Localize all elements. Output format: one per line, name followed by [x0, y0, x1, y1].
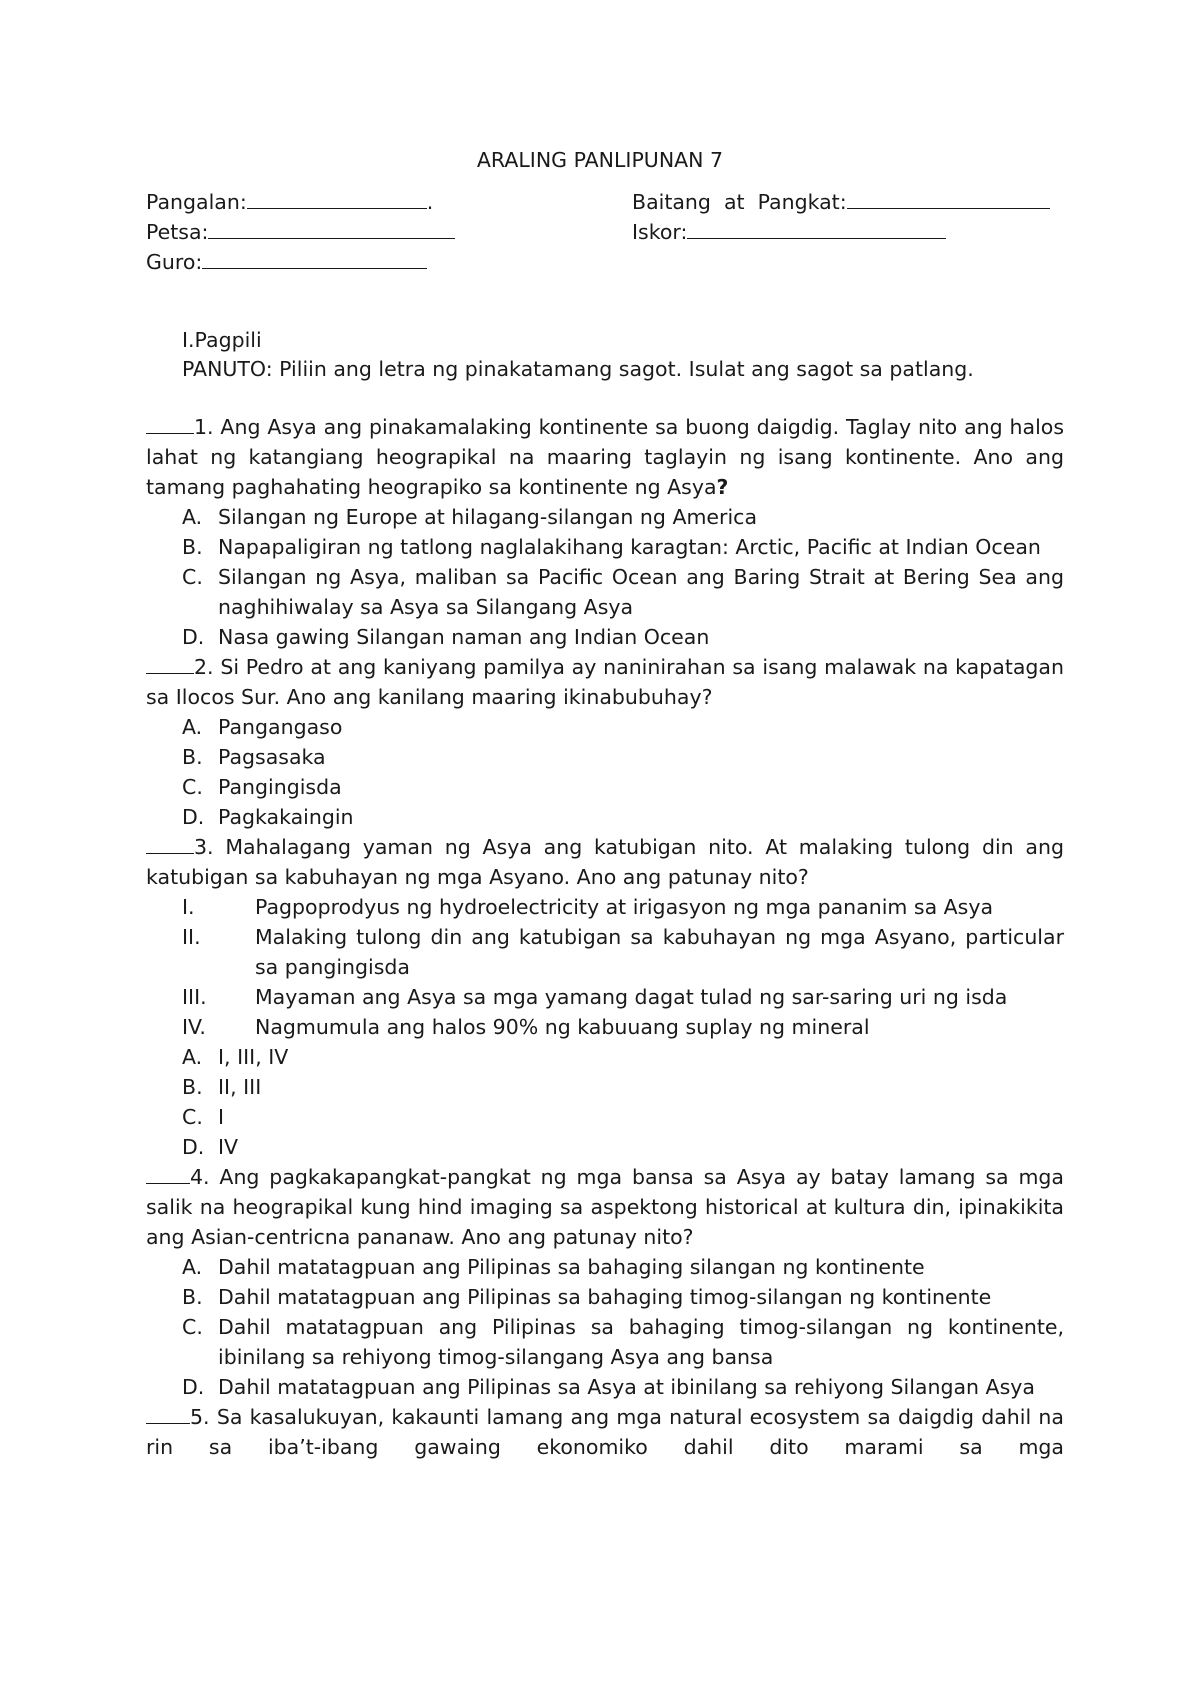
statement — [146, 922, 1064, 982]
option-letter: C. — [182, 775, 203, 799]
date-field — [146, 217, 455, 247]
option-letter: B. — [182, 1285, 203, 1309]
answer-blank[interactable] — [146, 413, 194, 434]
option — [146, 502, 1064, 532]
option-letter: D. — [182, 625, 205, 649]
question-2 — [146, 652, 1064, 832]
statement-numeral: IV. — [182, 1015, 206, 1039]
answer-blank[interactable] — [146, 1163, 190, 1184]
statement — [146, 1012, 1064, 1042]
option-letter: C. — [182, 1105, 203, 1129]
question-stem — [146, 1162, 1064, 1252]
answer-blank[interactable] — [146, 653, 194, 674]
name-suffix: . — [426, 190, 434, 214]
question-stem — [146, 1402, 1064, 1462]
date-label: Petsa: — [146, 220, 209, 244]
option-text: Pangangaso — [218, 715, 343, 739]
option-letter: B. — [182, 535, 203, 559]
option-letter: A. — [182, 505, 203, 529]
option — [146, 712, 1064, 742]
option — [146, 1072, 1064, 1102]
statement-text: Malaking tulong din ang katubigan sa kabuhayan ng mga Asyano, particular sa pangingisda — [255, 925, 1064, 979]
statement — [146, 892, 1064, 922]
option-letter: A. — [182, 1255, 203, 1279]
option-text: II, III — [218, 1075, 262, 1099]
teacher-field — [146, 247, 427, 277]
option — [146, 802, 1064, 832]
question-stem — [146, 412, 1064, 502]
option-letter: D. — [182, 805, 205, 829]
option — [146, 532, 1064, 562]
page-title: ARALING PANLIPUNAN 7 — [476, 148, 724, 172]
section-heading: I.Pagpili — [182, 328, 262, 352]
option-letter: B. — [182, 1075, 203, 1099]
option-text: Dahil matatagpuan ang Pilipinas sa bahaging timog-silangan ng kontinente, ibinilang sa rehiyong timog-silangang Asya ang bansa — [218, 1315, 1064, 1369]
question-text: 2. Si Pedro at ang kaniyang pamilya ay naninirahan sa isang malawak na kapatagan sa Ilocos Sur. Ano ang kanilang maaring ikinabubuhay? — [146, 655, 1064, 709]
option — [146, 772, 1064, 802]
option-text: I, III, IV — [218, 1045, 289, 1069]
option-text: IV — [218, 1135, 239, 1159]
option-text: Pagsasaka — [218, 745, 326, 769]
statement-text: Pagpoprodyus ng hydroelectricity at irigasyon ng mga pananim sa Asya — [255, 895, 994, 919]
teacher-blank[interactable] — [202, 248, 427, 269]
question-mark: ? — [716, 475, 729, 499]
date-blank[interactable] — [208, 218, 455, 239]
teacher-label: Guro: — [146, 250, 203, 274]
option-text: Nasa gawing Silangan naman ang Indian Ocean — [218, 625, 710, 649]
instructions: PANUTO: Piliin ang letra ng pinakatamang sagot. Isulat ang sagot sa patlang. — [182, 357, 974, 381]
option-text: I — [218, 1105, 225, 1129]
answer-blank[interactable] — [146, 1403, 190, 1424]
question-text: 1. Ang Asya ang pinakamalaking kontinente sa buong daigdig. Taglay nito ang halos lahat ng katangiang heograpikal na maaring taglayin ng isang kontinente. Ano ang tamang paghahating heograpiko sa kontinente ng Asya — [146, 415, 1064, 499]
statement-numeral: II. — [182, 925, 201, 949]
option — [146, 622, 1064, 652]
question-text: 4. Ang pagkakapangkat-pangkat ng mga bansa sa Asya ay batay lamang sa mga salik na heograpikal kung hind imaging sa aspektong historical at kultura din, ipinakikita ang Asian-centricna pananaw. Ano ang patunay nito? — [146, 1165, 1064, 1249]
name-field — [146, 187, 433, 217]
option-letter: A. — [182, 715, 203, 739]
statement-numeral: III. — [182, 985, 207, 1009]
option-letter: D. — [182, 1135, 205, 1159]
question-stem — [146, 652, 1064, 712]
option-text: Silangan ng Europe at hilagang-silangan ng America — [218, 505, 758, 529]
option — [146, 1312, 1064, 1372]
statement-text: Mayaman ang Asya sa mga yamang dagat tulad ng sar-saring uri ng isda — [255, 985, 1008, 1009]
question-1 — [146, 412, 1064, 652]
question-4 — [146, 1162, 1064, 1402]
question-text: 5. Sa kasalukuyan, kakaunti lamang ang mga natural ecosystem sa daigdig dahil na rin sa iba’t-ibang gawaing ekonomiko dahil dito marami sa mga — [146, 1405, 1064, 1459]
question-text: 3. Mahalagang yaman ng Asya ang katubigan nito. At malaking tulong din ang katubigan sa kabuhayan ng mga Asyano. Ano ang patunay nito? — [146, 835, 1064, 889]
option-letter: D. — [182, 1375, 205, 1399]
statement — [146, 982, 1064, 1012]
option — [146, 1132, 1064, 1162]
name-label: Pangalan: — [146, 190, 247, 214]
score-label: Iskor: — [632, 220, 688, 244]
question-list — [146, 412, 1064, 1462]
name-blank[interactable] — [247, 188, 427, 209]
option-text: Dahil matatagpuan ang Pilipinas sa bahaging silangan ng kontinente — [218, 1255, 925, 1279]
option — [146, 1252, 1064, 1282]
question-5 — [146, 1402, 1064, 1462]
option-text: Napapaligiran ng tatlong naglalakihang karagtan: Arctic, Pacific at Indian Ocean — [218, 535, 1041, 559]
statement-numeral: I. — [182, 895, 195, 919]
option-text: Dahil matatagpuan ang Pilipinas sa Asya at ibinilang sa rehiyong Silangan Asya — [218, 1375, 1035, 1399]
option-text: Pagkakaingin — [218, 805, 354, 829]
grade-section-field — [632, 187, 1050, 217]
option — [146, 562, 1064, 622]
statement-text: Nagmumula ang halos 90% ng kabuuang suplay ng mineral — [255, 1015, 870, 1039]
option-text: Silangan ng Asya, maliban sa Pacific Ocean ang Baring Strait at Bering Sea ang naghihiwalay sa Asya sa Silangang Asya — [218, 565, 1064, 619]
grade-section-label: Baitang at Pangkat: — [632, 190, 847, 214]
option-letter: C. — [182, 1315, 203, 1339]
option — [146, 1042, 1064, 1072]
option-text: Dahil matatagpuan ang Pilipinas sa bahaging timog-silangan ng kontinente — [218, 1285, 992, 1309]
grade-section-blank[interactable] — [847, 188, 1050, 209]
option-letter: B. — [182, 745, 203, 769]
option — [146, 742, 1064, 772]
option-letter: C. — [182, 565, 203, 589]
score-field — [632, 217, 946, 247]
option-letter: A. — [182, 1045, 203, 1069]
question-stem — [146, 832, 1064, 892]
option — [146, 1372, 1064, 1402]
answer-blank[interactable] — [146, 833, 194, 854]
score-blank[interactable] — [687, 218, 946, 239]
option — [146, 1282, 1064, 1312]
question-3 — [146, 832, 1064, 1162]
option-text: Pangingisda — [218, 775, 342, 799]
option — [146, 1102, 1064, 1132]
